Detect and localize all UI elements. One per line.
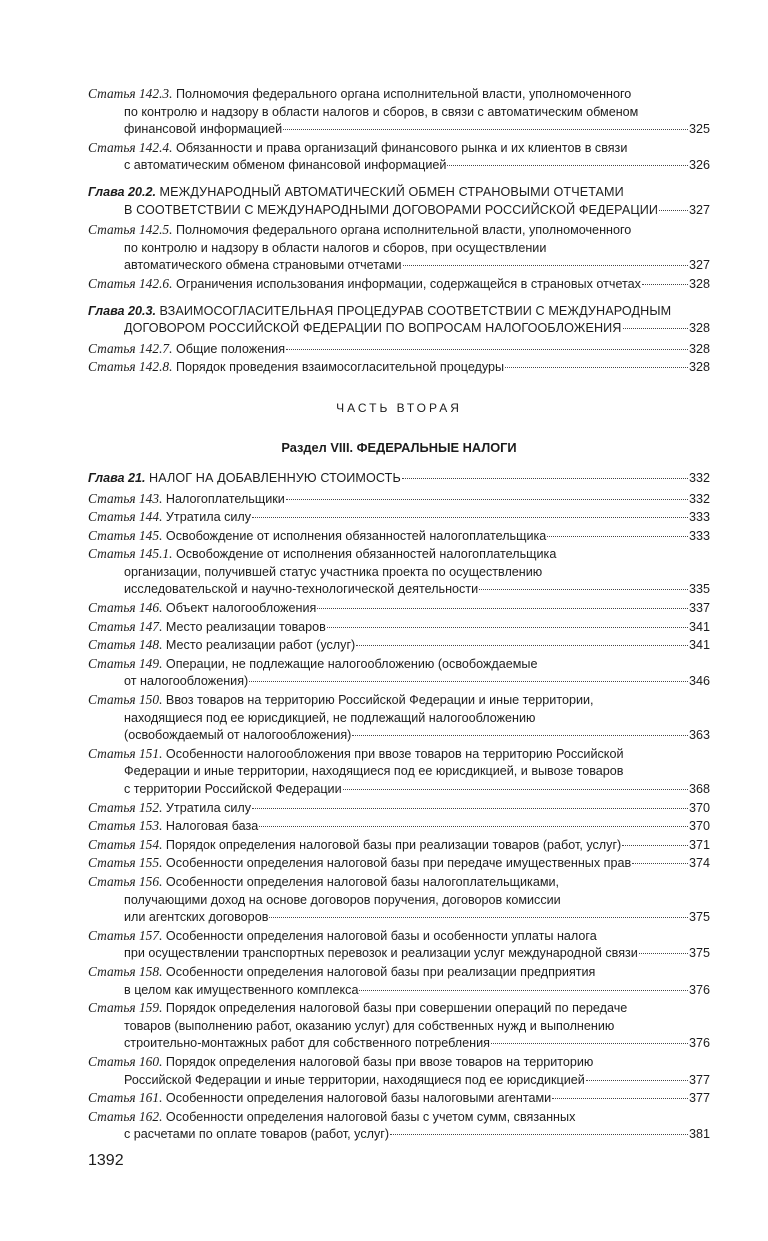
toc-article-entry[interactable] xyxy=(88,799,710,818)
toc-entry-line xyxy=(88,508,710,527)
toc-entry-title: при осуществлении транспортных перевозок и реализации услуг международной связи xyxy=(124,946,638,961)
toc-entry-label: Статья 147. xyxy=(88,618,163,634)
toc-entry-label: Статья 145. xyxy=(88,527,163,543)
toc-article-entry[interactable] xyxy=(88,1053,710,1089)
toc-article-entry[interactable] xyxy=(88,599,710,618)
toc-entry-title: с расчетами по оплате товаров (работ, услуг) xyxy=(124,1127,390,1142)
toc-page-number: 328 xyxy=(688,341,710,356)
toc-entry-title: Порядок определения налоговой базы при реализации товаров (работ, услуг) xyxy=(165,837,622,852)
toc-page-number: 377 xyxy=(688,1072,710,1087)
toc-entry-title: Место реализации работ (услуг) xyxy=(165,638,356,653)
toc-entry-line xyxy=(88,1053,710,1072)
toc-entry-line xyxy=(88,618,710,637)
toc-entry-label: Статья 142.5. xyxy=(88,222,173,238)
toc-page-number: 370 xyxy=(688,819,710,834)
toc-entry-title: автоматического обмена страновыми отчетами xyxy=(124,258,402,273)
toc-entry-line xyxy=(88,854,710,873)
toc-entry-label: Статья 142.3. xyxy=(88,86,173,101)
toc-entry-label: Статья 149. xyxy=(88,655,163,671)
toc-article-entry[interactable] xyxy=(88,618,710,637)
toc-chapter-entry[interactable] xyxy=(88,303,710,338)
toc-article-entry[interactable] xyxy=(88,527,710,546)
toc-article-entry[interactable] xyxy=(88,636,710,655)
toc-entry-line xyxy=(88,781,710,799)
toc-article-entry[interactable] xyxy=(88,655,710,691)
dot-leader xyxy=(252,808,688,809)
toc-article-entry[interactable] xyxy=(88,1089,710,1108)
toc-chapter-entry[interactable] xyxy=(88,184,710,219)
toc-page-number: 333 xyxy=(688,528,710,543)
toc-article-entry[interactable] xyxy=(88,963,710,999)
toc-article-entry[interactable] xyxy=(88,1108,710,1144)
toc-entry-line xyxy=(88,1072,710,1090)
toc-entry-title: Ограничения использования информации, содержащейся в страновых отчетах xyxy=(175,276,641,291)
toc-entry-line xyxy=(88,303,710,321)
toc-entry-title: Особенности определения налоговой базы с учетом сумм, связанных xyxy=(165,1109,576,1124)
toc-page-number: 377 xyxy=(688,1091,710,1106)
toc-article-entry[interactable] xyxy=(88,999,710,1053)
dot-leader xyxy=(343,789,688,790)
toc-article-entry[interactable] xyxy=(88,854,710,873)
toc-entry-line xyxy=(88,982,710,1000)
toc-page-number: 332 xyxy=(688,491,710,506)
toc-entry-label: Статья 157. xyxy=(88,927,163,943)
toc-page-number: 333 xyxy=(688,510,710,525)
toc-entry-title: в целом как имущественного комплекса xyxy=(124,982,359,997)
toc-entry-line xyxy=(88,873,710,892)
dot-leader xyxy=(586,1080,688,1081)
toc-entry-label: Статья 153. xyxy=(88,818,163,834)
toc-entry-title: Особенности определения налоговой базы налогоплательщиками, xyxy=(165,874,560,889)
toc-entry-line xyxy=(88,121,710,139)
dot-leader xyxy=(252,517,688,518)
toc-article-entry[interactable] xyxy=(88,873,710,927)
toc-entry-line xyxy=(88,599,710,618)
toc-page-number: 335 xyxy=(688,582,710,597)
chapter-spacer xyxy=(88,294,710,303)
toc-entry-line xyxy=(88,892,710,910)
toc-entry-title: финансовой информацией xyxy=(124,122,283,137)
toc-entry-line xyxy=(88,257,710,275)
dot-leader xyxy=(249,681,688,682)
dot-leader xyxy=(622,845,688,846)
toc-entry-title: Утратила силу xyxy=(165,800,252,815)
toc-entry-label: Статья 152. xyxy=(88,799,163,815)
toc-article-entry[interactable] xyxy=(88,358,710,377)
toc-entry-label: Статья 148. xyxy=(88,637,163,653)
dot-leader xyxy=(359,990,688,991)
toc-page-number: 346 xyxy=(688,674,710,689)
toc-entry-label: Статья 142.8. xyxy=(88,359,173,375)
dot-leader xyxy=(505,367,688,368)
toc-page-number: 327 xyxy=(688,258,710,273)
toc-entry-label: Статья 142.6. xyxy=(88,275,173,291)
toc-page-number: 375 xyxy=(688,946,710,961)
dot-leader xyxy=(479,589,688,590)
toc-list-part-one xyxy=(88,85,710,377)
toc-entry-label: Глава 21. xyxy=(88,470,146,485)
toc-entry-line xyxy=(88,763,710,781)
toc-entry-label: Статья 151. xyxy=(88,745,163,761)
toc-entry-title: с территории Российской Федерации xyxy=(124,782,342,796)
toc-list-part-two xyxy=(88,470,710,1144)
dot-leader xyxy=(286,349,688,350)
toc-entry-title: Место реализации товаров xyxy=(165,619,326,634)
toc-entry-title: строительно-монтажных работ для собственного потребления xyxy=(124,1036,490,1051)
toc-page-number: 328 xyxy=(688,360,710,375)
toc-page-number: 370 xyxy=(688,800,710,815)
page-number: 1392 xyxy=(88,1152,124,1169)
dot-leader xyxy=(356,645,688,646)
toc-entry-line xyxy=(88,85,710,104)
toc-entry-title: по контролю и надзору в области налогов и сборов, при осуществлении xyxy=(124,240,547,255)
toc-article-entry[interactable] xyxy=(88,221,710,275)
part-heading: ЧАСТЬ ВТОРАЯ xyxy=(336,400,462,415)
toc-entry-line xyxy=(88,1035,710,1053)
toc-entry-label: Статья 160. xyxy=(88,1053,163,1069)
toc-entry-line xyxy=(88,202,710,220)
toc-article-entry[interactable] xyxy=(88,340,710,359)
toc-entry-label: Статья 142.7. xyxy=(88,340,173,356)
toc-entry-title: Федерации и иные территории, находящиеся под ее юрисдикцией, и вывозе товаров xyxy=(124,764,624,779)
toc-entry-title: Утратила силу xyxy=(165,510,252,525)
toc-entry-line xyxy=(88,727,710,745)
toc-entry-title: Общие положения xyxy=(175,341,286,356)
toc-entry-line xyxy=(88,1018,710,1036)
toc-entry-title: Объект налогообложения xyxy=(165,601,317,616)
toc-entry-line xyxy=(88,340,710,359)
toc-entry-title: или агентских договоров xyxy=(124,910,269,925)
toc-page-number: 374 xyxy=(688,856,710,871)
toc-entry-line xyxy=(88,1089,710,1108)
toc-article-entry[interactable] xyxy=(88,508,710,527)
toc-entry-line xyxy=(88,221,710,240)
toc-entry-line xyxy=(88,710,710,728)
toc-entry-line xyxy=(88,799,710,818)
toc-article-entry[interactable] xyxy=(88,85,710,139)
toc-entry-title: Особенности определения налоговой базы налоговыми агентами xyxy=(165,1091,552,1106)
dot-leader xyxy=(403,265,688,266)
table-of-contents xyxy=(88,85,710,1144)
toc-page-number: 341 xyxy=(688,619,710,634)
toc-page-number: 376 xyxy=(688,1036,710,1051)
toc-page-number: 328 xyxy=(688,321,710,336)
dot-leader xyxy=(547,536,688,537)
toc-entry-line xyxy=(88,963,710,982)
toc-entry-label: Статья 162. xyxy=(88,1108,163,1124)
toc-page-number: 332 xyxy=(688,470,710,485)
toc-entry-title: Операции, не подлежащие налогообложению (освобождаемые xyxy=(165,656,538,671)
toc-entry-label: Статья 145.1. xyxy=(88,546,173,562)
toc-entry-title: Особенности определения налоговой базы при реализации предприятия xyxy=(165,964,596,979)
toc-entry-title: находящиеся под ее юрисдикцией, не подлежащий налогообложению xyxy=(124,710,536,725)
toc-entry-label: Статья 150. xyxy=(88,692,163,708)
toc-entry-label: Статья 155. xyxy=(88,855,163,871)
toc-page-number: 328 xyxy=(688,276,710,291)
toc-entry-title: ВЗАИМОСОГЛАСИТЕЛЬНАЯ ПРОЦЕДУРАВ СООТВЕТСТВИИ С МЕЖДУНАРОДНЫМ xyxy=(159,303,672,318)
toc-entry-label: Статья 142.4. xyxy=(88,139,173,155)
toc-entry-line xyxy=(88,545,710,564)
toc-entry-label: Статья 143. xyxy=(88,490,163,506)
dot-leader xyxy=(259,826,688,827)
toc-entry-title: НАЛОГ НА ДОБАВЛЕННУЮ СТОИМОСТЬ xyxy=(149,470,401,485)
toc-entry-line xyxy=(88,909,710,927)
toc-article-entry[interactable] xyxy=(88,490,710,509)
toc-entry-line xyxy=(88,104,710,122)
dot-leader xyxy=(269,917,688,918)
chapter-spacer xyxy=(88,175,710,184)
toc-page-number: 327 xyxy=(688,202,710,217)
toc-entry-title: по контролю и надзору в области налогов и сборов, в связи с автоматическим обменом xyxy=(124,104,639,119)
toc-article-entry[interactable] xyxy=(88,545,710,599)
toc-article-entry[interactable] xyxy=(88,817,710,836)
toc-entry-title: ДОГОВОРОМ РОССИЙСКОЙ ФЕДЕРАЦИИ ПО ВОПРОСАМ НАЛОГООБЛОЖЕНИЯ xyxy=(124,321,622,336)
toc-page-number: 325 xyxy=(688,122,710,137)
toc-entry-label: Статья 158. xyxy=(88,963,163,979)
toc-entry-label: Статья 161. xyxy=(88,1090,163,1106)
toc-page-number: 376 xyxy=(688,982,710,997)
dot-leader xyxy=(317,608,688,609)
toc-page-number: 381 xyxy=(688,1127,710,1142)
toc-entry-line xyxy=(88,999,710,1018)
toc-entry-title: от налогообложения) xyxy=(124,674,249,689)
toc-entry-title: с автоматическим обменом финансовой информацией xyxy=(124,158,447,173)
toc-page-number: 337 xyxy=(688,601,710,616)
toc-entry-title: (освобождаемый от налогообложения) xyxy=(124,728,352,743)
toc-entry-title: МЕЖДУНАРОДНЫЙ АВТОМАТИЧЕСКИЙ ОБМЕН СТРАНОВЫМИ ОТЧЕТАМИ xyxy=(159,184,624,199)
toc-entry-line xyxy=(88,358,710,377)
toc-entry-title: Освобождение от исполнения обязанностей налогоплательщика xyxy=(165,528,547,543)
toc-article-entry[interactable] xyxy=(88,745,710,799)
toc-entry-line xyxy=(88,655,710,674)
dot-leader xyxy=(390,1134,688,1135)
toc-entry-line xyxy=(88,157,710,175)
toc-entry-title: Порядок проведения взаимосогласительной процедуры xyxy=(175,360,505,375)
toc-entry-line xyxy=(88,636,710,655)
toc-page-number: 368 xyxy=(688,782,710,796)
toc-entry-title: Налогоплательщики xyxy=(165,491,285,506)
toc-entry-line xyxy=(88,320,710,338)
toc-article-entry[interactable] xyxy=(88,139,710,175)
toc-entry-title: Обязанности и права организаций финансового рынка и их клиентов в связи xyxy=(175,140,628,155)
toc-entry-line xyxy=(88,817,710,836)
toc-entry-line xyxy=(88,527,710,546)
dot-leader xyxy=(623,328,688,329)
toc-article-entry[interactable] xyxy=(88,691,710,745)
toc-entry-title: Полномочия федерального органа исполнительной власти, уполномоченного xyxy=(175,223,632,238)
dot-leader xyxy=(283,129,688,130)
toc-entry-title: Ввоз товаров на территорию Российской Федерации и иные территории, xyxy=(165,693,594,708)
toc-entry-label: Статья 154. xyxy=(88,836,163,852)
toc-entry-label: Глава 20.3. xyxy=(88,303,157,318)
toc-page-number: 375 xyxy=(688,910,710,925)
toc-entry-title: получающими доход на основе договоров поручения, договоров комиссии xyxy=(124,892,561,907)
toc-page-number: 326 xyxy=(688,158,710,173)
toc-entry-label: Статья 159. xyxy=(88,1000,163,1016)
dot-leader xyxy=(327,627,688,628)
toc-article-entry[interactable] xyxy=(88,927,710,963)
toc-entry-title: Особенности определения налоговой базы при передаче имущественных прав xyxy=(165,856,632,871)
toc-page-number: 341 xyxy=(688,638,710,653)
section-heading: Раздел VIII. ФЕДЕРАЛЬНЫЕ НАЛОГИ xyxy=(281,439,517,455)
dot-leader xyxy=(632,863,688,864)
toc-entry-line xyxy=(88,139,710,158)
toc-entry-line xyxy=(88,184,710,202)
dot-leader xyxy=(447,165,688,166)
toc-entry-label: Статья 156. xyxy=(88,873,163,889)
toc-entry-line xyxy=(88,240,710,258)
toc-chapter-entry[interactable] xyxy=(88,470,710,488)
toc-entry-label: Глава 20.2. xyxy=(88,184,157,199)
toc-entry-line xyxy=(88,1126,710,1144)
dot-leader xyxy=(639,953,688,954)
toc-entry-title: исследовательской и научно-технологической деятельности xyxy=(124,582,479,597)
toc-entry-title: В СООТВЕТСТВИИ С МЕЖДУНАРОДНЫМИ ДОГОВОРАМИ РОССИЙСКОЙ ФЕДЕРАЦИИ xyxy=(124,202,659,217)
toc-page-number: 363 xyxy=(688,728,710,743)
toc-entry-line xyxy=(88,490,710,509)
toc-entry-line xyxy=(88,564,710,582)
dot-leader xyxy=(642,284,688,285)
toc-entry-title: Порядок определения налоговой базы при ввозе товаров на территорию xyxy=(165,1054,594,1069)
toc-entry-title: Освобождение от исполнения обязанностей налогоплательщика xyxy=(175,547,557,562)
toc-entry-label: Статья 144. xyxy=(88,509,163,525)
dot-leader xyxy=(659,210,688,211)
toc-entry-line xyxy=(88,470,710,488)
dot-leader xyxy=(402,478,688,479)
toc-entry-title: Российской Федерации и иные территории, находящиеся под ее юрисдикцией xyxy=(124,1072,585,1087)
toc-entry-line xyxy=(88,691,710,710)
toc-entry-line xyxy=(88,581,710,599)
toc-entry-line xyxy=(88,927,710,946)
toc-entry-title: организации, получившей статус участника проекта по осуществлению xyxy=(124,564,543,579)
toc-entry-title: Порядок определения налоговой базы при совершении операций по передаче xyxy=(165,1001,628,1016)
toc-entry-title: товаров (выполнению работ, оказанию услуг) для собственных нужд и выполнению xyxy=(124,1018,615,1033)
toc-entry-label: Статья 146. xyxy=(88,600,163,616)
toc-entry-line xyxy=(88,1108,710,1127)
toc-entry-title: Налоговая база xyxy=(165,819,259,834)
toc-entry-line xyxy=(88,275,710,294)
dot-leader xyxy=(352,735,688,736)
toc-article-entry[interactable] xyxy=(88,275,710,294)
dot-leader xyxy=(286,499,688,500)
toc-entry-title: Особенности определения налоговой базы и особенности уплаты налога xyxy=(165,928,597,943)
toc-page-number: 371 xyxy=(688,837,710,852)
toc-article-entry[interactable] xyxy=(88,836,710,855)
toc-entry-line xyxy=(88,836,710,855)
toc-entry-line xyxy=(88,945,710,963)
toc-entry-title: Полномочия федерального органа исполнительной власти, уполномоченного xyxy=(175,87,632,101)
toc-entry-line xyxy=(88,673,710,691)
dot-leader xyxy=(552,1098,688,1099)
toc-entry-line xyxy=(88,745,710,764)
toc-entry-title: Особенности налогообложения при ввозе товаров на территорию Российской xyxy=(165,746,624,761)
dot-leader xyxy=(491,1043,688,1044)
